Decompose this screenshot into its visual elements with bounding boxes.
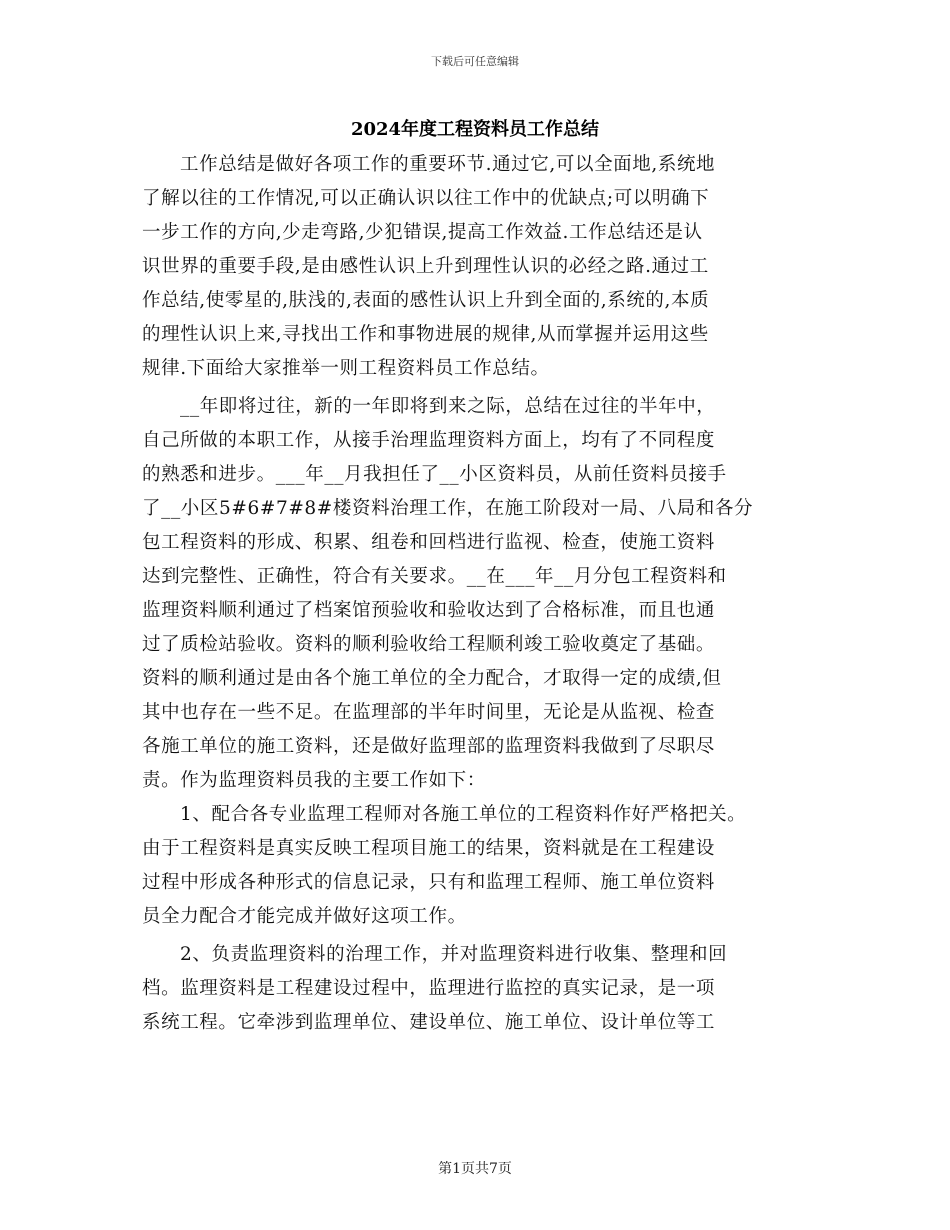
paragraph-line: 由于工程资料是真实反映工程项目施工的结果，资料就是在工程建设 [142, 838, 716, 859]
paragraph-line: 达到完整性、正确性，符合有关要求。__在___年__月分包工程资料和 [142, 566, 727, 587]
paragraph-line: 责。作为监理资料员我的主要工作如下： [142, 770, 486, 791]
paragraph-line: 作总结,使零星的,肤浅的,表面的感性认识上升到全面的,系统的,本质 [142, 290, 710, 311]
header-note: 下载后可任意编辑 [431, 55, 519, 68]
paragraph-line: 员全力配合才能完成并做好这项工作。 [142, 906, 467, 927]
paragraph-line: 1、配合各专业监理工程师对各施工单位的工程资料作好严格把关。 [180, 804, 747, 825]
paragraph-line: 工作总结是做好各项工作的重要环节.通过它,可以全面地,系统地 [180, 154, 716, 175]
paragraph-line: 2、负责监理资料的治理工作，并对监理资料进行收集、整理和回 [180, 944, 728, 965]
paragraph-line: 了__小区5#6#7#8#楼资料治理工作，在施工阶段对一局、八局和各分 [142, 498, 754, 519]
paragraph-line: 的熟悉和进步。___年__月我担任了__小区资料员，从前任资料员接手 [142, 464, 727, 485]
paragraph-line: 资料的顺利通过是由各个施工单位的全力配合，才取得一定的成绩,但 [142, 668, 722, 689]
paragraph-line: 档。监理资料是工程建设过程中，监理进行监控的真实记录，是一项 [142, 978, 716, 999]
paragraph-line: 其中也存在一些不足。在监理部的半年时间里，无论是从监视、检查 [142, 702, 716, 723]
paragraph-line: 了解以往的工作情况,可以正确认识以往工作中的优缺点;可以明确下 [142, 188, 710, 209]
paragraph-line: 一步工作的方向,少走弯路,少犯错误,提高工作效益.工作总结还是认 [142, 222, 703, 243]
paragraph-line: 各施工单位的施工资料，还是做好监理部的监理资料我做到了尽职尽 [142, 736, 716, 757]
paragraph-line: 过程中形成各种形式的信息记录，只有和监理工程师、施工单位资料 [142, 872, 716, 893]
paragraph-line: 监理资料顺利通过了档案馆预验收和验收达到了合格标准，而且也通 [142, 600, 716, 621]
paragraph-line: 自己所做的本职工作，从接手治理监理资料方面上，均有了不同程度 [142, 430, 716, 451]
paragraph-line: __年即将过往，新的一年即将到来之际，总结在过往的半年中， [180, 396, 716, 417]
paragraph-line: 的理性认识上来,寻找出工作和事物进展的规律,从而掌握并运用这些 [142, 324, 709, 345]
paragraph-line: 识世界的重要手段,是由感性认识上升到理性认识的必经之路.通过工 [142, 256, 709, 277]
document-title: 2024年度工程资料员工作总结 [350, 119, 600, 140]
paragraph-line: 包工程资料的形成、积累、组卷和回档进行监视、检查，使施工资料 [142, 532, 716, 553]
paragraph-line: 系统工程。它牵涉到监理单位、建设单位、施工单位、设计单位等工 [142, 1012, 716, 1033]
paragraph-line: 过了质检站验收。资料的顺利验收给工程顺利竣工验收奠定了基础。 [142, 634, 716, 655]
page-footer: 第1页共7页 [438, 1161, 512, 1177]
document-body [142, 148, 842, 1040]
paragraph-line: 规律.下面给大家推举一则工程资料员工作总结。 [142, 358, 550, 379]
